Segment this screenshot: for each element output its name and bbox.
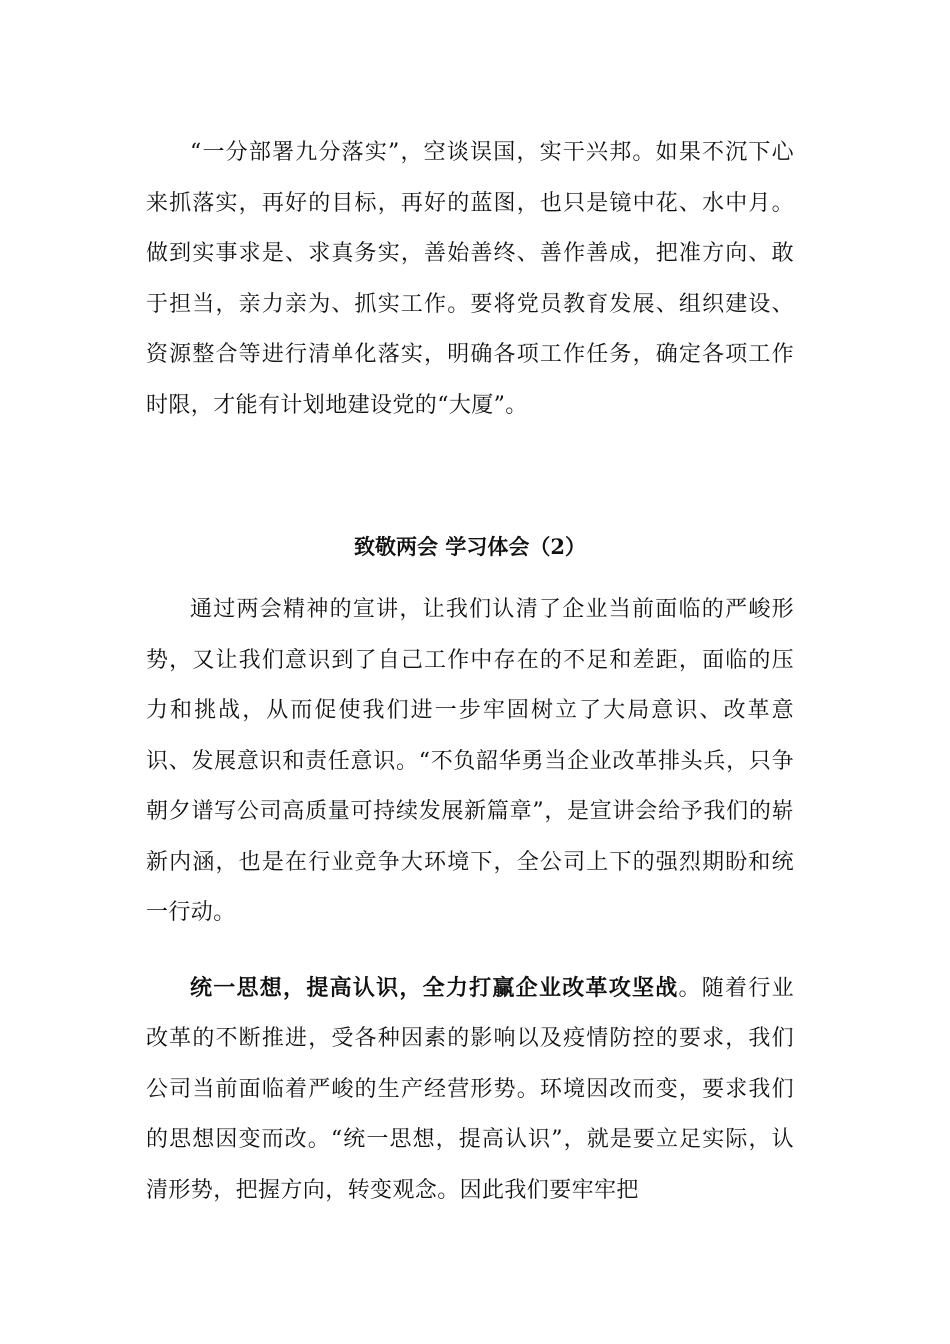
paragraph-lead-bold: 统一思想，提高认识，全力打赢企业改革攻坚战: [190, 974, 679, 1001]
body-paragraph-2: [146, 963, 794, 1217]
spacer: [146, 431, 794, 527]
document-page: [146, 128, 794, 1216]
paragraph-rest: 。随着行业改革的不断推进，受各种因素的影响以及疫情防控的要求，我们公司当前面临着严峻的生产经营形势。环境因改而变，要求我们的思想因变而改。“统一思想，提高认识”，就是要立足实际，认清形势，把握方向，转变观念。因此我们要牢牢把: [146, 975, 794, 1203]
spacer: [146, 939, 794, 963]
intro-paragraph: “一分部署九分落实”，空谈误国，实干兴邦。如果不沉下心来抓落实，再好的目标，再好的蓝图，也只是镜中花、水中月。做到实事求是、求真务实，善始善终、善作善成，把准方向、敢于担当，亲力亲为、抓实工作。要将党员教育发展、组织建设、资源整合等进行清单化落实，明确各项工作任务，确定各项工作时限，才能有计划地建设党的“大厦”。: [146, 140, 794, 418]
body-paragraph-1: 通过两会精神的宣讲，让我们认清了企业当前面临的严峻形势，又让我们意识到了自己工作中存在的不足和差距，面临的压力和挑战，从而促使我们进一步牢固树立了大局意识、改革意识、发展意识和责任意识。“不负韶华勇当企业改革排头兵，只争朝夕谱写公司高质量可持续发展新篇章”，是宣讲会给予我们的崭新内涵，也是在行业竞争大环境下，全公司上下的强烈期盼和统一行动。: [146, 597, 794, 925]
spacer: [146, 567, 794, 585]
section-heading: 致敬两会 学习体会（2）: [354, 534, 586, 559]
